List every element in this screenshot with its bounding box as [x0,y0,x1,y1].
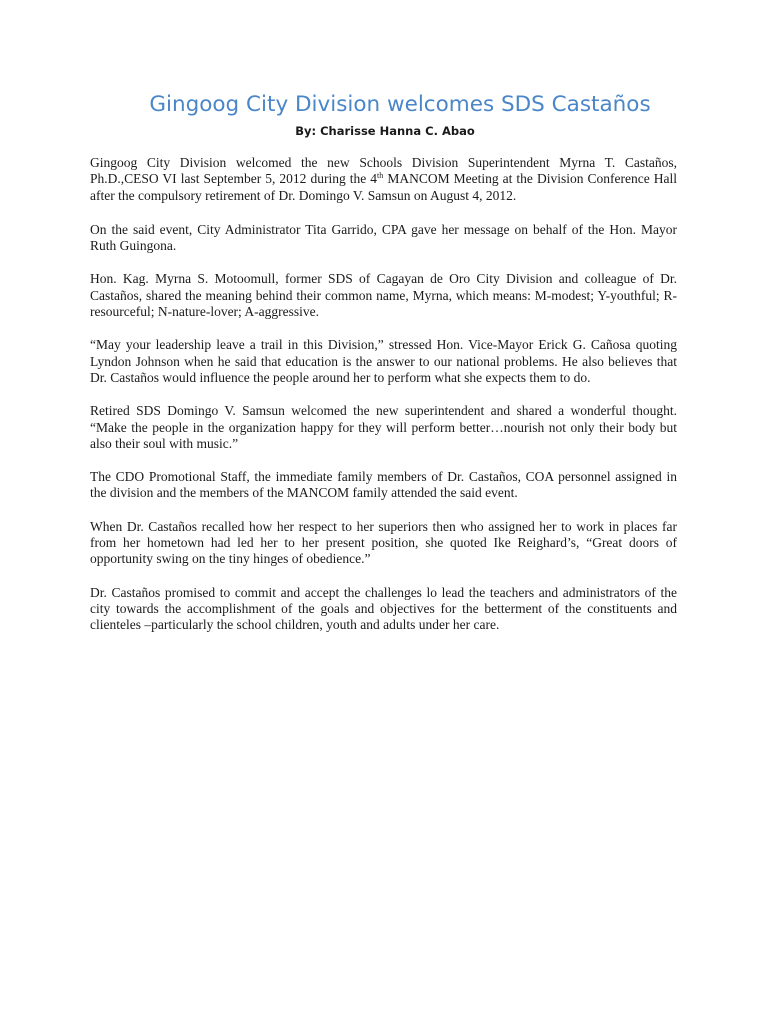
article-byline: By: Charisse Hanna C. Abao [295,124,475,138]
paragraph-1-text-end: MANCOM Meeting at the Division Conference Hall after the compulsory retirement of Dr. Domingo V. Samsun on August 4, 2012. [90,171,677,203]
paragraph-8: Dr. Castaños promised to commit and accept the challenges lo lead the teachers and administrators of the city towards the accomplishment of the goals and objectives for the betterment of the constituents and clienteles –particularly the school children, youth and adults under her care. [90,584,677,633]
paragraph-6: The CDO Promotional Staff, the immediate family members of Dr. Castaños, COA personnel assigned in the division and the members of the MANCOM family attended the said event. [90,469,677,501]
paragraph-4: “May your leadership leave a trail in this Division,” stressed Hon. Vice-Mayor Erick G. Cañosa quoting Lyndon Johnson when he said that education is the answer to our national problems. He also believes that Dr. Castaños would influence the people around her to perform what she expects them to do. [90,337,677,385]
article-title: Gingoog City Division welcomes SDS Castaños [149,92,651,117]
paragraph-5: Retired SDS Domingo V. Samsun welcomed the new superintendent and shared a wonderful thought. “Make the people in the organization happy for they will perform better…nourish not only their body but also their soul with music.” [90,403,677,451]
ordinal-superscript: th [377,171,384,181]
paragraph-7: When Dr. Castaños recalled how her respect to her superiors then who assigned her to work in places far from her hometown had led her to her present position, she quoted Ike Reighard’s, “Great doors of opportunity swing on the tiny hinges of obedience.” [90,518,677,567]
article-body [90,155,677,651]
paragraph-2: On the said event, City Administrator Tita Garrido, CPA gave her message on behalf of the Hon. Mayor Ruth Guingona. [90,221,677,254]
paragraph-3: Hon. Kag. Myrna S. Motoomull, former SDS of Cagayan de Oro City Division and colleague of Dr. Castaños, shared the meaning behind their common name, Myrna, which means: M-modest; Y-youthful; R-resourceful; N-nature-lover; A-aggressive. [90,271,677,320]
paragraph-1 [90,155,677,204]
paragraph-1-text-start: Gingoog City Division welcomed the new Schools Division Superintendent Myrna T. Castaños, Ph.D.,CESO VI last September 5, 2012 during the 4 [90,155,677,187]
